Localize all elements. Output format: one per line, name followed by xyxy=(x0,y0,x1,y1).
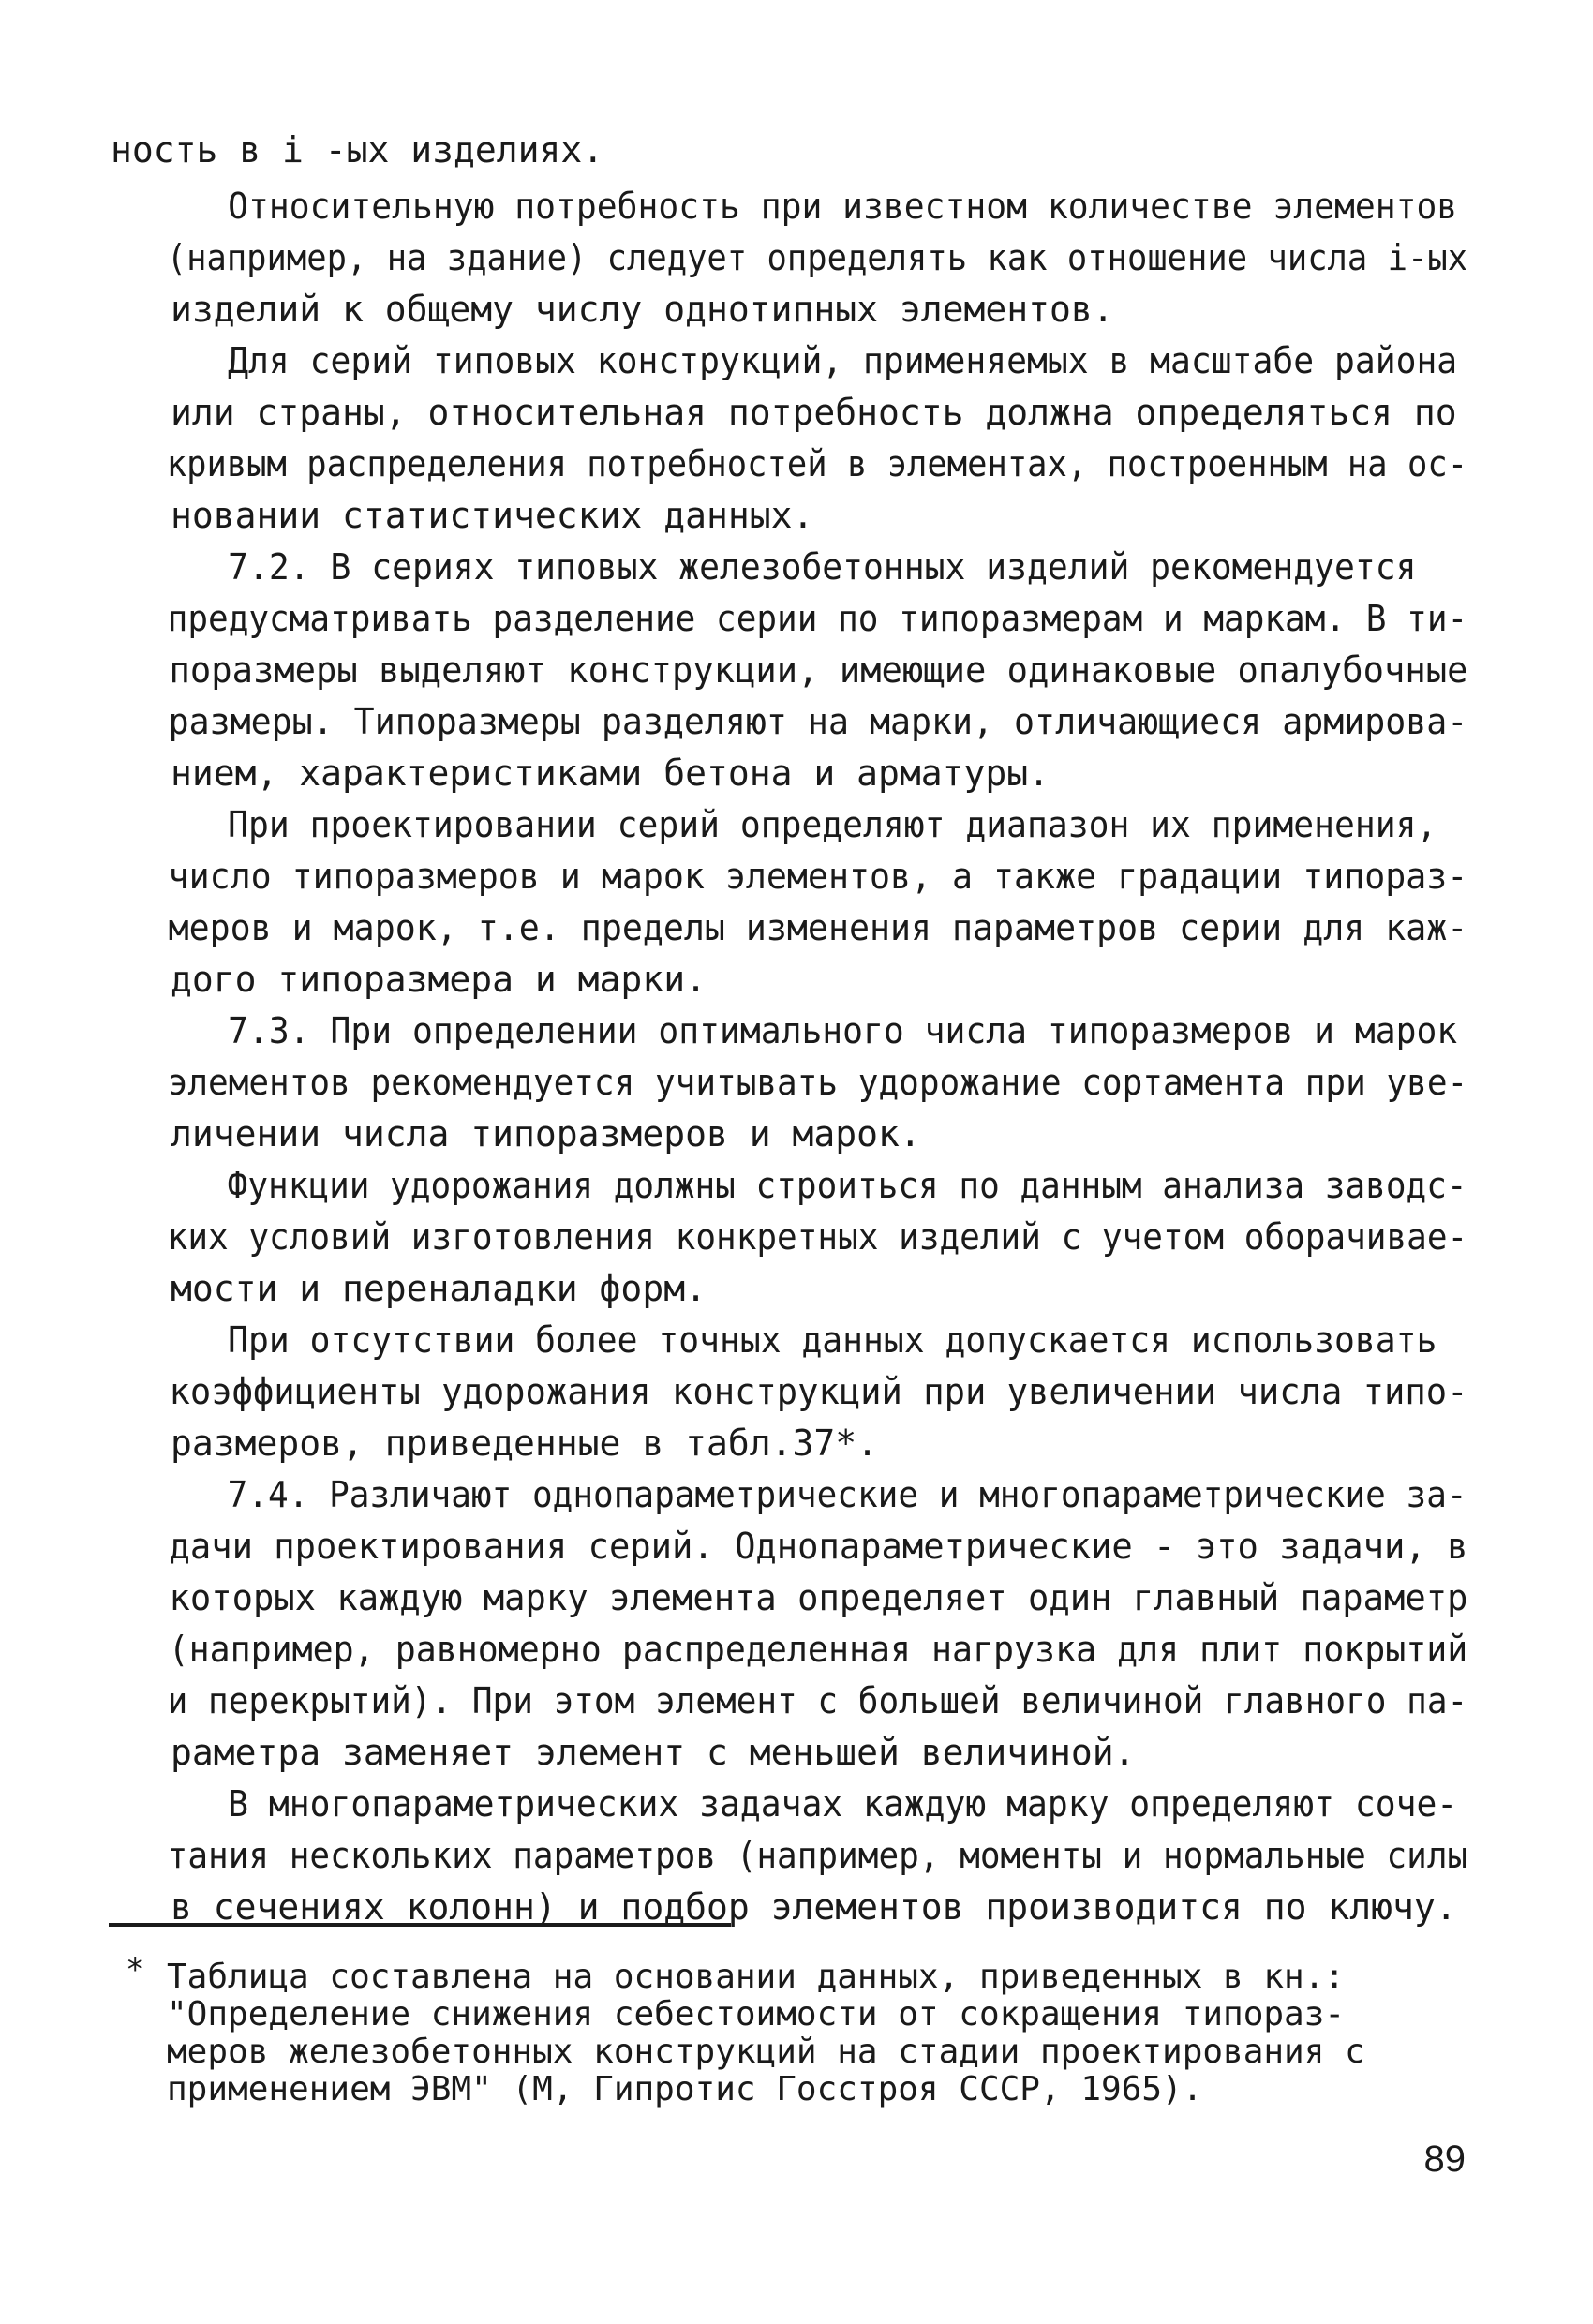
footnote xyxy=(126,1951,1469,2108)
text-line: размеры. Типоразмеры разделяют на марки, отличающиеся армирова- xyxy=(168,701,1468,742)
text-line: личении числа типоразмеров и марок. xyxy=(171,1113,921,1155)
paragraph-coefficients xyxy=(111,1315,1467,1469)
footnote-line: применением ЭВМ" (М, Гипротис Госстроя СССР, 1965). xyxy=(167,2070,1203,2108)
text-line: 7.2. В сериях типовых железобетонных изделий рекомендуется xyxy=(228,546,1417,588)
text-line: предусматривать разделение серии по типоразмерам и маркам. В ти- xyxy=(167,598,1468,639)
text-line: ких условий изготовления конкретных изделий с учетом оборачивае- xyxy=(167,1216,1468,1258)
text-line: и перекрытий). При этом элемент с большей величиной главного па- xyxy=(167,1680,1468,1721)
text-line: (например, равномерно распределенная нагрузка для плит покрытий xyxy=(168,1629,1468,1670)
text-line: мости и переналадки форм. xyxy=(171,1268,707,1309)
text-line: Относительную потребность при известном количестве элементов xyxy=(228,186,1458,227)
text-line: кривым распределения потребностей в элементах, построенным на ос- xyxy=(166,443,1468,484)
paragraph-section-7-3 xyxy=(111,1006,1467,1160)
text-line: число типоразмеров и марок элементов, а также градации типораз- xyxy=(168,856,1468,897)
text-line: 7.4. Различают однопараметрические и многопараметрические за- xyxy=(227,1474,1467,1515)
text-line: (например, на здание) следует определять как отношение числа i-ых xyxy=(166,237,1468,278)
text-line: новании статистических данных. xyxy=(171,495,814,536)
paragraph-cost-functions xyxy=(111,1160,1467,1315)
text-line: размеров, приведенные в табл.37*. xyxy=(171,1423,878,1464)
text-line: ность в i -ых изделиях. xyxy=(111,129,604,171)
text-line: Для серий типовых конструкций, применяемых в масштабе района xyxy=(228,340,1458,381)
paragraph-section-7-2 xyxy=(111,542,1467,799)
paragraph-relative-demand xyxy=(111,181,1467,335)
text-line: поразмеры выделяют конструкции, имеющие одинаковые опалубочные xyxy=(169,649,1468,691)
text-line: меров и марок, т.е. пределы изменения параметров серии для каж- xyxy=(168,907,1468,948)
footnote-line: Таблица составлена на основании данных, приведенных в кн.: xyxy=(167,1958,1346,1996)
text-line: В многопараметрических задачах каждую марку определяют соче- xyxy=(228,1783,1458,1825)
text-line: или страны, относительная потребность должна определяться по xyxy=(171,392,1457,433)
footnote-marker: * xyxy=(126,1951,145,1989)
footnote-separator xyxy=(109,1923,731,1927)
text-line: При проектировании серий определяют диапазон их применения, xyxy=(228,804,1437,845)
paragraph-multiparameter xyxy=(111,1779,1467,1933)
text-line: 7.3. При определении оптимального числа типоразмеров и марок xyxy=(228,1010,1458,1051)
text-line: дого типоразмера и марки. xyxy=(171,959,707,1000)
paragraph-typical-series xyxy=(111,335,1467,542)
paragraph-section-7-4 xyxy=(111,1469,1467,1779)
footnote-line: "Определение снижения себестоимости от сокращения типораз- xyxy=(167,1995,1346,2034)
text-line: изделий к общему числу однотипных элементов. xyxy=(171,289,1114,330)
footnote-line: меров железобетонных конструкций на стадии проектирования с xyxy=(167,2033,1365,2071)
text-line: Функции удорожания должны строиться по данным анализа заводс- xyxy=(227,1165,1467,1206)
paragraph-continuation xyxy=(111,125,1467,176)
text-line: При отсутствии более точных данных допускается использовать xyxy=(228,1319,1437,1361)
page-number: 89 xyxy=(1423,2138,1466,2180)
paragraph-series-design xyxy=(111,799,1467,1006)
text-line: коэффициенты удорожания конструкций при увеличении числа типо- xyxy=(169,1371,1468,1412)
text-line: тания нескольких параметров (например, моменты и нормальные силы xyxy=(167,1835,1468,1876)
text-line: раметра заменяет элемент с меньшей величиной. xyxy=(171,1732,1136,1773)
text-line: в сечениях колонн) и подбор элементов производится по ключу. xyxy=(171,1886,1457,1928)
text-line: элементов рекомендуется учитывать удорожание сортамента при уве- xyxy=(167,1062,1468,1103)
text-line: нием, характеристиками бетона и арматуры. xyxy=(171,752,1050,794)
text-line: дачи проектирования серий. Однопараметрические - это задачи, в xyxy=(169,1526,1468,1567)
text-line: которых каждую марку элемента определяет один главный параметр xyxy=(169,1577,1468,1618)
